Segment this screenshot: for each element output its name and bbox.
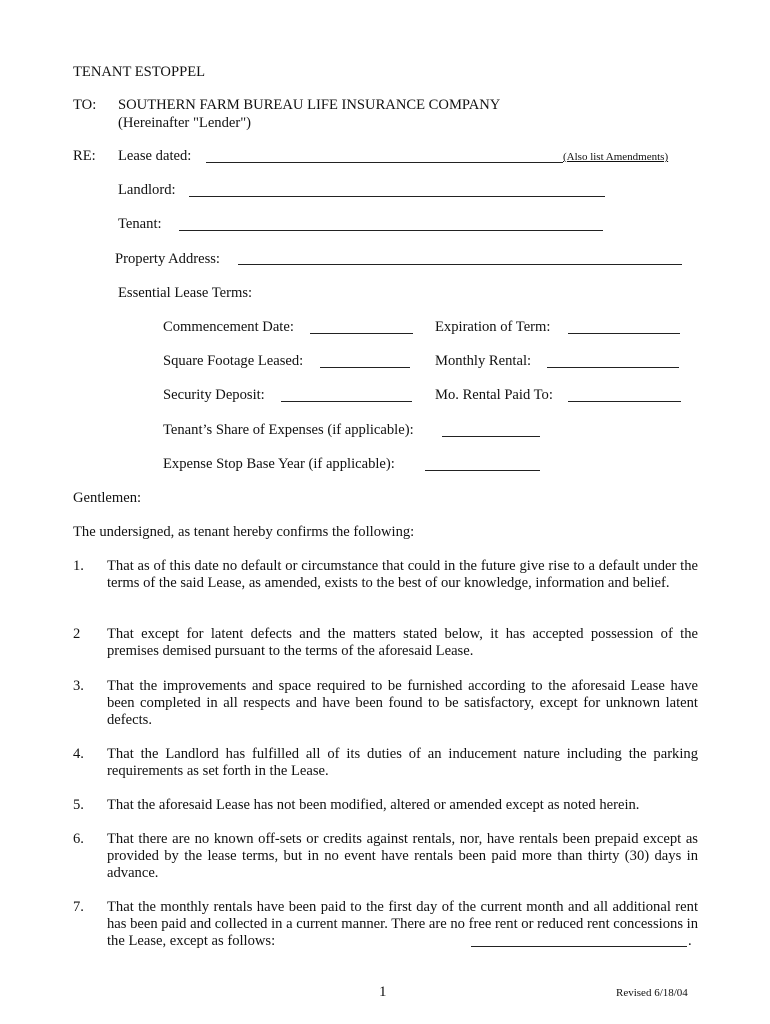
- tenant-label: Tenant:: [118, 216, 162, 232]
- landlord-field[interactable]: [189, 196, 605, 197]
- security-deposit-label: Security Deposit:: [163, 387, 265, 403]
- concessions-field[interactable]: [471, 946, 687, 947]
- tenant-share-field[interactable]: [442, 436, 540, 437]
- item-number: 3.: [73, 678, 84, 694]
- document-title: TENANT ESTOPPEL: [73, 64, 206, 80]
- revision-date: Revised 6/18/04: [616, 987, 688, 999]
- item-text: That except for latent defects and the matters stated below, it has accepted possession of the premises demised pursuant to the terms of the aforesaid Lease.: [107, 626, 698, 660]
- expense-stop-field[interactable]: [425, 470, 540, 471]
- page-number: 1: [379, 984, 387, 1000]
- tenant-share-label: Tenant’s Share of Expenses (if applicable):: [163, 422, 414, 438]
- item-number: 6.: [73, 831, 84, 847]
- salutation: Gentlemen:: [73, 490, 142, 506]
- item-text: That as of this date no default or circumstance that could in the future give rise to a default under the terms of the said Lease, as amended, exists to the best of our knowledge, information and belief.: [107, 558, 698, 592]
- lease-dated-field[interactable]: [206, 162, 563, 163]
- item-text: That the aforesaid Lease has not been modified, altered or amended except as noted herein.: [107, 797, 640, 813]
- item-number: 1.: [73, 558, 84, 574]
- amendments-note: (Also list Amendments): [563, 151, 669, 163]
- item-text: That the improvements and space required to be furnished according to the aforesaid Lease have been completed in all respects and have been found to be satisfactory, except for unknown latent defects.: [107, 678, 698, 729]
- item-number: 7.: [73, 899, 84, 915]
- property-address-field[interactable]: [238, 264, 682, 265]
- square-footage-label: Square Footage Leased:: [163, 353, 304, 369]
- lender-company-name: SOUTHERN FARM BUREAU LIFE INSURANCE COMPANY: [118, 97, 501, 113]
- expiration-of-term-label: Expiration of Term:: [435, 319, 551, 335]
- property-address-label: Property Address:: [115, 251, 220, 267]
- essential-lease-terms-label: Essential Lease Terms:: [118, 285, 253, 301]
- item-text: That there are no known off-sets or credits against rentals, nor, have rentals been prepaid except as provided by the lease terms, but in no event have rentals been paid more than thirty (30) days in advance.: [107, 831, 698, 882]
- item-number: 5.: [73, 797, 84, 813]
- square-footage-field[interactable]: [320, 367, 410, 368]
- landlord-label: Landlord:: [118, 182, 176, 198]
- intro-paragraph: The undersigned, as tenant hereby confirms the following:: [73, 524, 415, 540]
- monthly-rental-label: Monthly Rental:: [435, 353, 532, 369]
- lender-alias: (Hereinafter "Lender"): [118, 115, 252, 131]
- re-label: RE:: [73, 148, 96, 164]
- security-deposit-field[interactable]: [281, 401, 412, 402]
- concessions-period: .: [688, 933, 692, 949]
- expiration-of-term-field[interactable]: [568, 333, 680, 334]
- commencement-date-label: Commencement Date:: [163, 319, 294, 335]
- expense-stop-label: Expense Stop Base Year (if applicable):: [163, 456, 395, 472]
- item-number: 4.: [73, 746, 84, 762]
- rental-paid-to-field[interactable]: [568, 401, 681, 402]
- commencement-date-field[interactable]: [310, 333, 413, 334]
- lease-dated-label: Lease dated:: [118, 148, 192, 164]
- to-label: TO:: [73, 97, 97, 113]
- item-text: That the monthly rentals have been paid to the first day of the current month and all additional rent has been paid and collected in a current manner. There are no free rent or reduced rent concessions in the Lease, except as follows:: [107, 899, 698, 950]
- item-number: 2: [73, 626, 81, 642]
- tenant-field[interactable]: [179, 230, 603, 231]
- monthly-rental-field[interactable]: [547, 367, 679, 368]
- rental-paid-to-label: Mo. Rental Paid To:: [435, 387, 553, 403]
- item-text: That the Landlord has fulfilled all of its duties of an inducement nature including the parking requirements as set forth in the Lease.: [107, 746, 698, 780]
